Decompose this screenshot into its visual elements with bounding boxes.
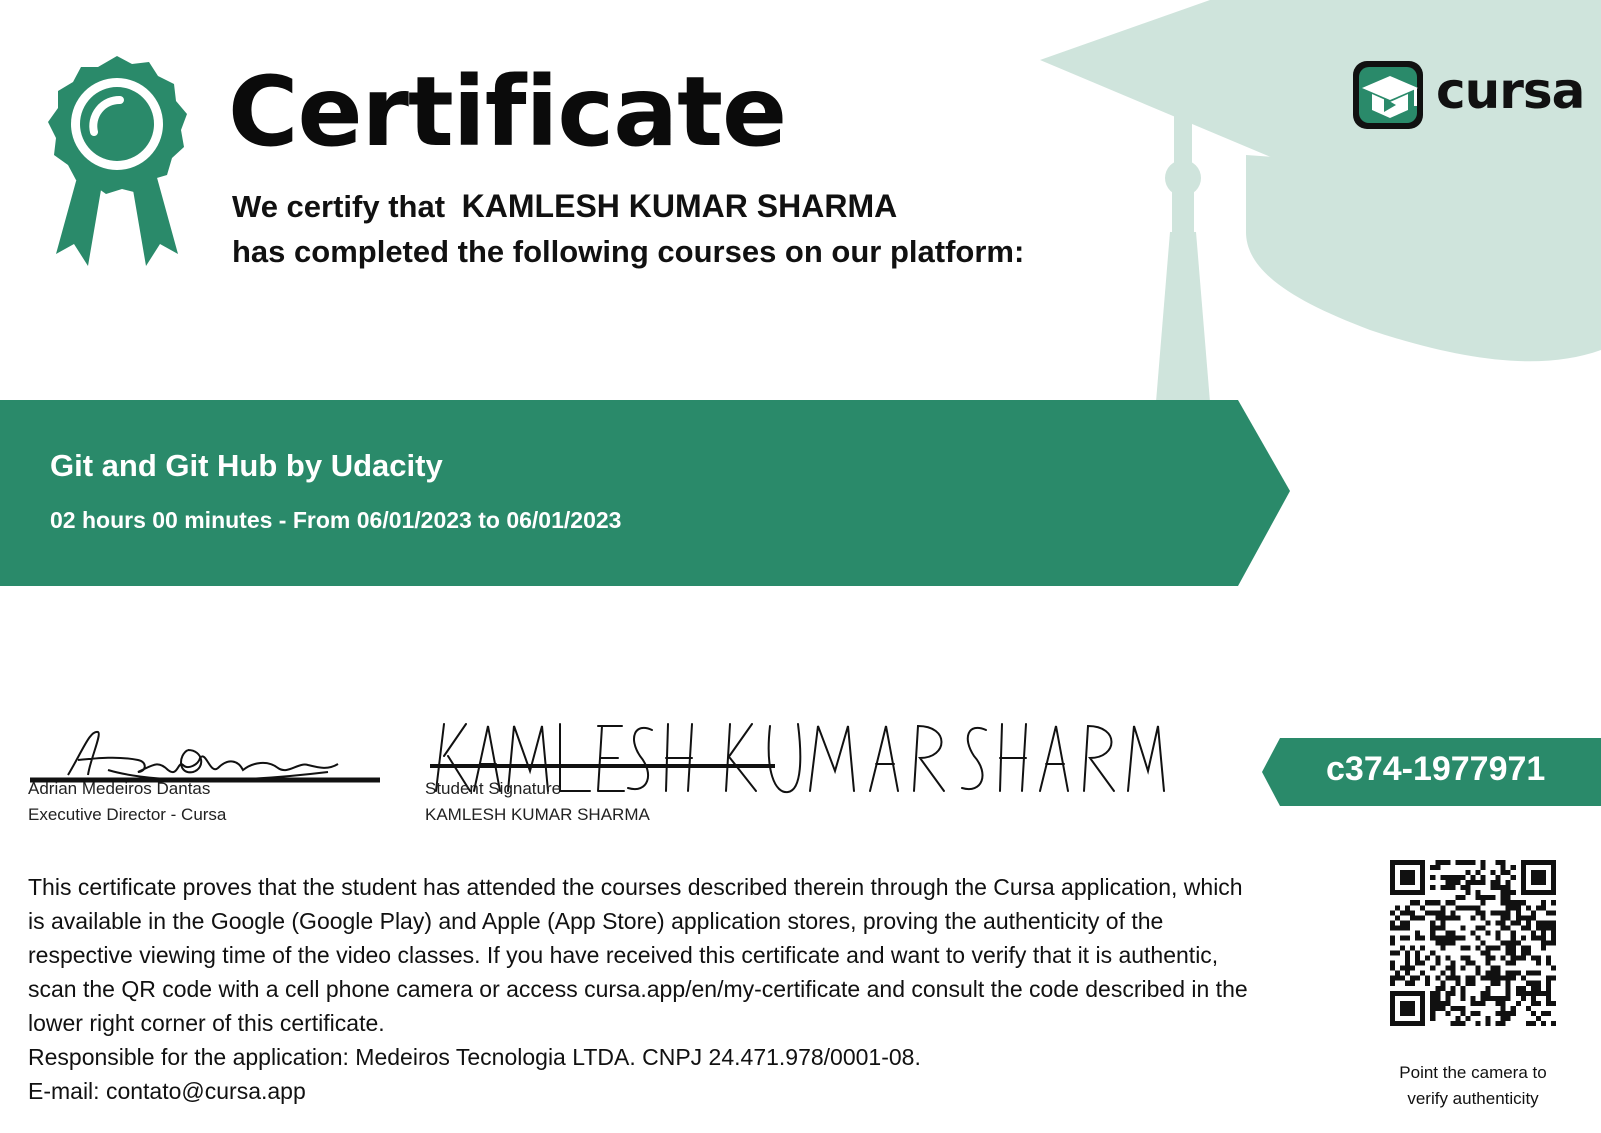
certify-statement xyxy=(232,188,897,225)
description-line: Responsible for the application: Medeiros Tecnologia LTDA. CNPJ 24.471.978/0001-08. xyxy=(28,1044,921,1070)
qr-code-icon xyxy=(1390,860,1556,1026)
course-banner xyxy=(0,400,1290,586)
qr-caption xyxy=(1360,1060,1586,1112)
certify-prefix: We certify that xyxy=(232,189,446,224)
award-ribbon-icon xyxy=(44,54,190,272)
director-title: Executive Director - Cursa xyxy=(28,805,227,824)
completed-statement: has completed the following courses on our platform: xyxy=(232,234,1025,269)
cursa-logo xyxy=(1350,56,1585,136)
qr-caption-line: Point the camera to xyxy=(1399,1063,1547,1082)
description-line: This certificate proves that the student has attended the courses described therein through the Cursa application, which xyxy=(28,874,1243,900)
description-line: E-mail: contato@cursa.app xyxy=(28,1078,306,1104)
student-signature-name: KAMLESH KUMAR SHARMA xyxy=(425,805,650,824)
description-line: lower right corner of this certificate. xyxy=(28,1010,385,1036)
logo-wordmark: cursa xyxy=(1436,62,1585,120)
course-detail: 02 hours 00 minutes - From 06/01/2023 to 06/01/2023 xyxy=(50,507,622,533)
certificate-code-tag xyxy=(1262,738,1601,806)
director-name: Adrian Medeiros Dantas xyxy=(28,779,211,798)
description-line: scan the QR code with a cell phone camera or access cursa.app/en/my-certificate and consult the code described in the xyxy=(28,976,1248,1002)
certificate-title: Certificate xyxy=(228,56,787,168)
graduation-cap-play-icon xyxy=(1350,58,1432,134)
description-line: respective viewing time of the video classes. If you have received this certificate and want to verify that it is authentic, xyxy=(28,942,1219,968)
certificate-description xyxy=(28,870,1338,1108)
description-line: is available in the Google (Google Play) and Apple (App Store) application stores, proving the authenticity of the xyxy=(28,908,1164,934)
student-signature-label: Student Signature xyxy=(425,779,562,798)
student-name: KAMLESH KUMAR SHARMA xyxy=(461,188,898,224)
qr-caption-line: verify authenticity xyxy=(1407,1089,1539,1108)
certificate-code: c374-1977971 xyxy=(1326,750,1546,788)
course-name: Git and Git Hub by Udacity xyxy=(50,448,443,483)
